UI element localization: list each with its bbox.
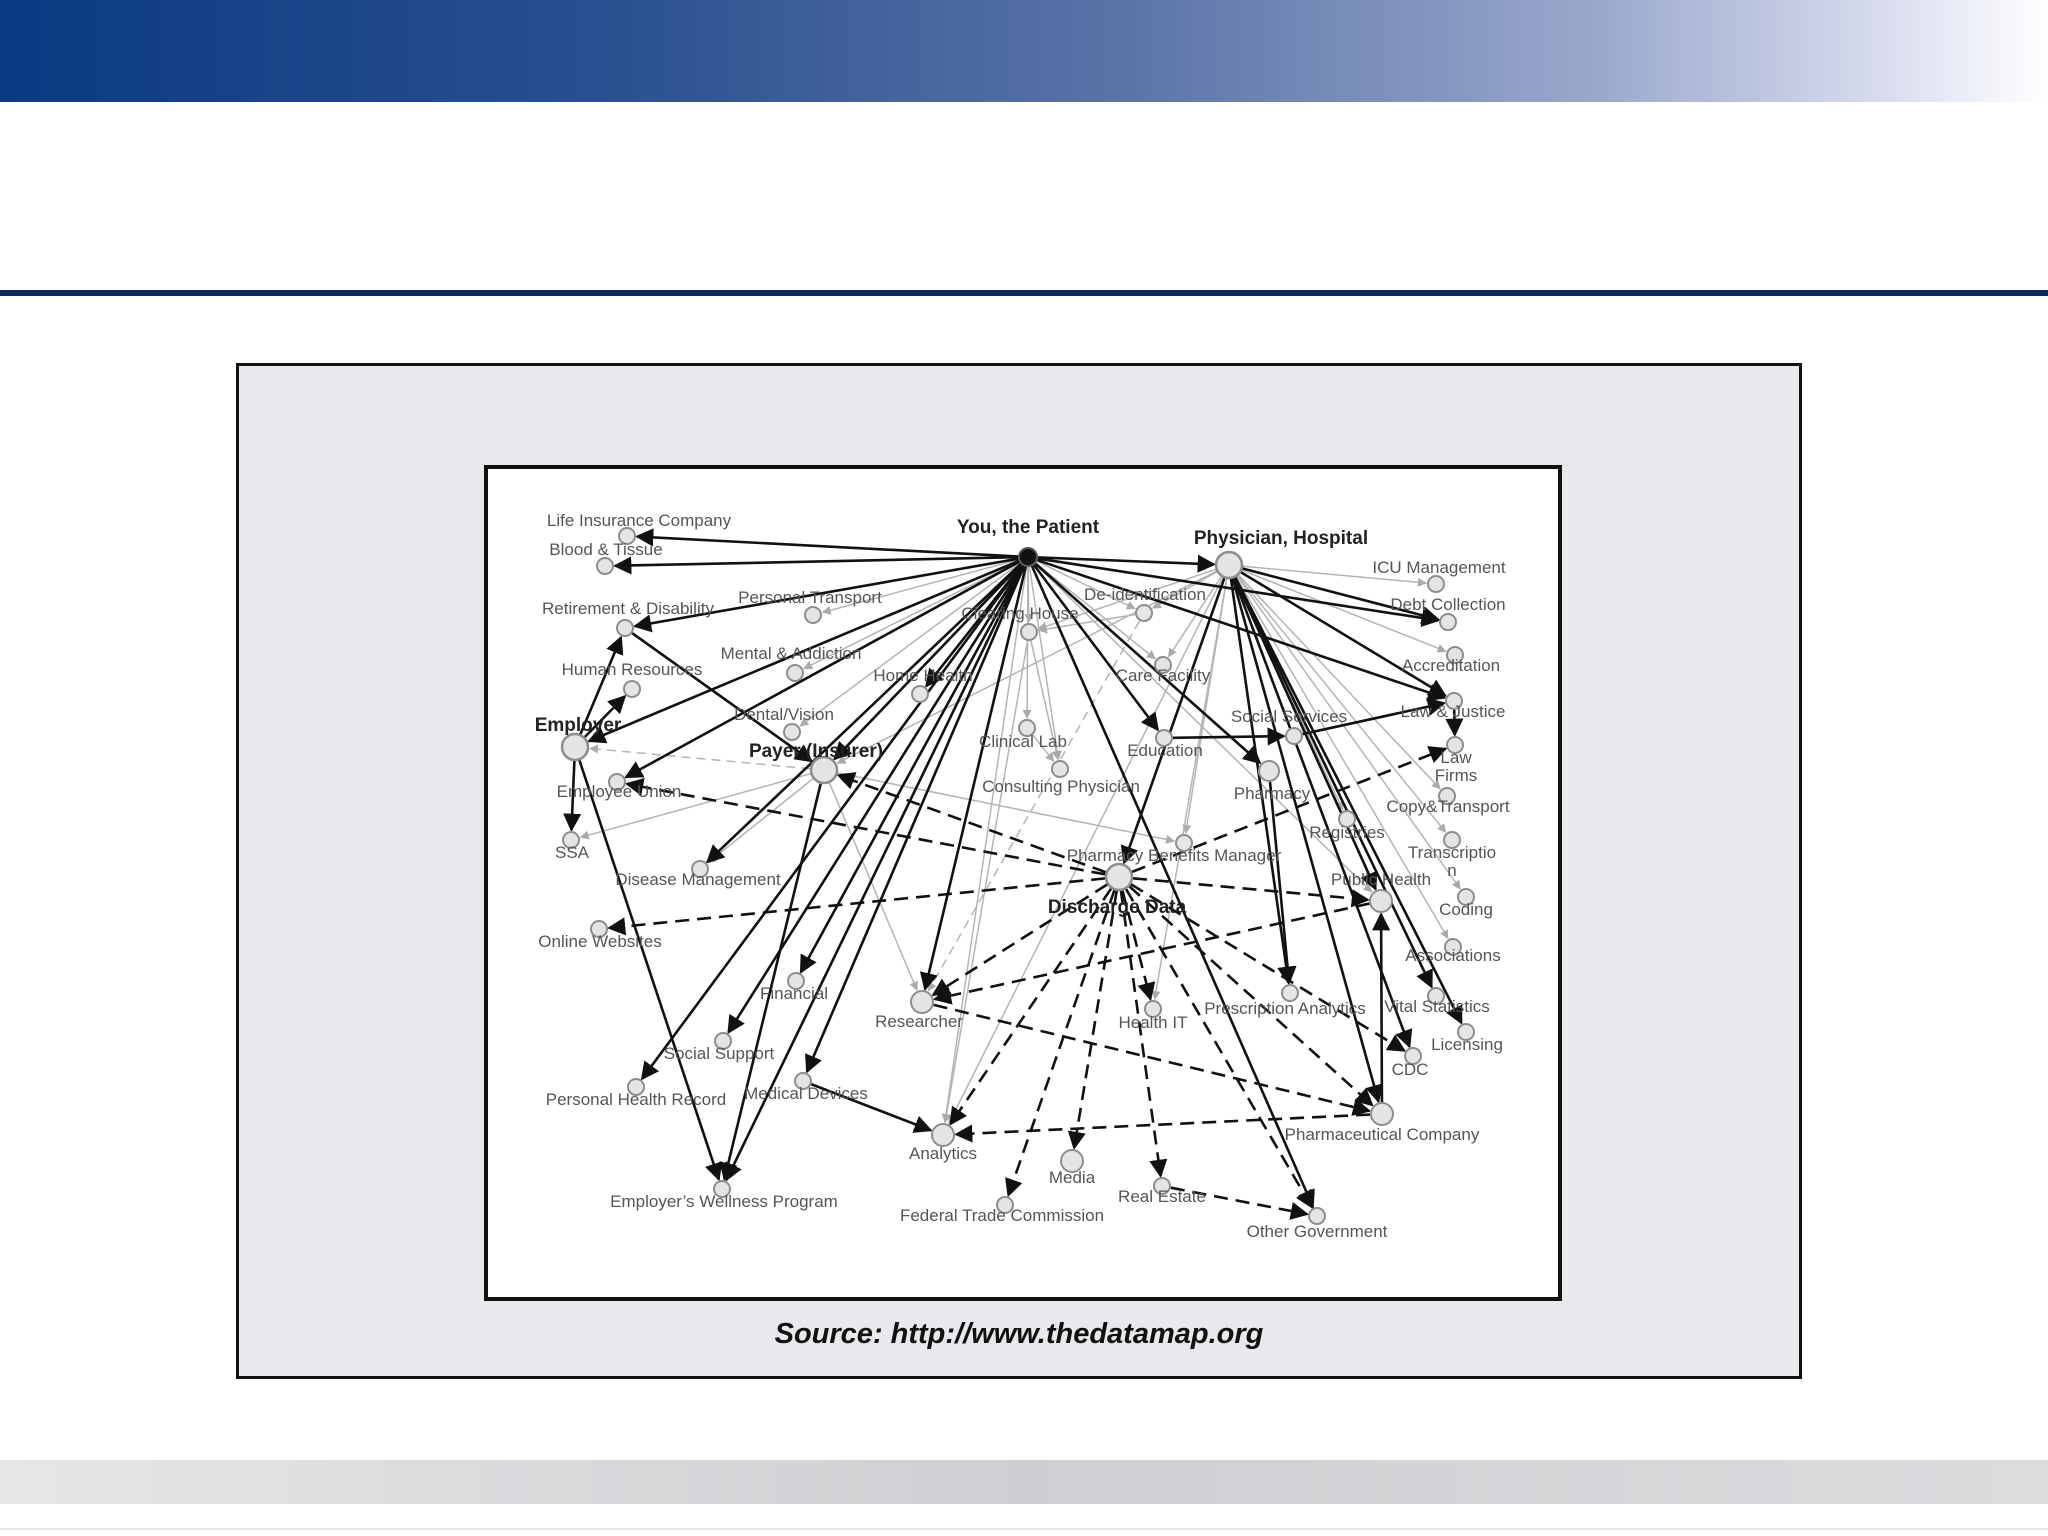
label-accred: Accreditation — [1401, 656, 1501, 675]
node-deid — [1136, 605, 1152, 621]
edge-discharge-to-pharmaco — [1129, 886, 1372, 1105]
label-registries: Registries — [1309, 823, 1385, 842]
label-union: Employee Union — [556, 782, 682, 801]
node-hr — [624, 681, 640, 697]
node-debt — [1440, 614, 1456, 630]
node-consult — [1052, 761, 1068, 777]
edge-discharge-to-realestate — [1121, 891, 1161, 1176]
label-discharge: Discharge Data — [1047, 897, 1187, 918]
edge-patient-to-life_ins — [637, 537, 1018, 557]
edge-payer-to-wellness — [724, 784, 820, 1180]
label-clinlab: Clinical Lab — [979, 732, 1067, 751]
label-othergov: Other Government — [1246, 1222, 1388, 1241]
edge-physician-to-cdc — [1234, 578, 1410, 1047]
node-patient — [1019, 548, 1037, 566]
edge-patient-to-othergov — [1032, 566, 1313, 1207]
node-blood — [597, 558, 613, 574]
data-map-diagram — [484, 465, 1562, 1301]
label-researcher: Researcher — [875, 1012, 963, 1031]
labels-layer — [535, 511, 1510, 1241]
label-vital: Vital Statistics — [1384, 997, 1490, 1016]
label-patient: You, the Patient — [956, 517, 1100, 538]
label-retirement: Retirement & Disability — [542, 599, 714, 618]
label-rxanalytics: Prescription Analytics — [1204, 999, 1366, 1018]
header-gradient-band — [0, 0, 2048, 102]
edge-pharmaco-to-pubhealth — [1381, 914, 1382, 1102]
label-carefac: Care Facility — [1115, 666, 1211, 685]
node-retirement — [617, 620, 633, 636]
edge-physician-to-vital — [1235, 578, 1432, 987]
node-physician — [1216, 552, 1242, 578]
label-clearing: Clearing House — [961, 604, 1079, 623]
source-caption: Source: http://www.thedatamap.org — [774, 1318, 1264, 1350]
edge-patient-to-blood — [615, 557, 1018, 566]
footer-gradient-band — [0, 1460, 2048, 1504]
edge-payer-to-disease — [708, 779, 813, 863]
label-pharmaco: Pharmaceutical Company — [1284, 1125, 1480, 1144]
node-pharmaco — [1371, 1103, 1393, 1125]
label-realestate: Real Estate — [1118, 1187, 1206, 1206]
node-employer — [562, 734, 588, 760]
label-assoc: Associations — [1405, 946, 1501, 965]
label-consult: Consulting Physician — [982, 777, 1140, 796]
label-meddev: Medical Devices — [744, 1084, 868, 1103]
node-analytics — [932, 1124, 954, 1146]
network-graph — [488, 469, 1558, 1297]
node-pharmacy — [1259, 761, 1279, 781]
node-socserv — [1286, 728, 1302, 744]
label-icu: ICU Management — [1372, 558, 1506, 577]
label-phr: Personal Health Record — [545, 1090, 727, 1109]
label-payer: Payer (Insurer) — [748, 741, 884, 762]
node-clearing — [1021, 624, 1037, 640]
label-dental: Dental/Vision — [734, 705, 834, 724]
label-transport: Personal Transport — [738, 588, 882, 607]
label-pharmacy: Pharmacy — [1233, 784, 1311, 803]
edge-discharge-to-media — [1074, 891, 1117, 1148]
edge-physician-to-rxanalytics — [1231, 579, 1289, 983]
edge-patient-to-analytics — [945, 567, 1027, 1122]
label-hr: Human Resources — [561, 660, 703, 679]
label-websites: Online Websites — [538, 932, 662, 951]
label-media: Media — [1048, 1168, 1096, 1187]
label-deid: De-identification — [1084, 585, 1206, 604]
label-wellness: Employer’s Wellness Program — [610, 1192, 838, 1211]
label-lawjustice: Law & Justice — [1400, 702, 1506, 721]
label-licensing: Licensing — [1431, 1035, 1503, 1054]
label-physician: Physician, Hospital — [1193, 528, 1369, 549]
label-debt: Debt Collection — [1390, 595, 1506, 614]
label-employer: Employer — [534, 715, 622, 736]
label-blood: Blood & Tissue — [549, 540, 663, 559]
header-divider-rule — [0, 290, 2048, 296]
node-dental — [784, 724, 800, 740]
node-homehealth — [912, 686, 928, 702]
label-life_ins: Life Insurance Company — [546, 511, 732, 530]
node-discharge — [1106, 864, 1132, 890]
node-pubhealth — [1370, 890, 1392, 912]
label-education: Education — [1127, 741, 1203, 760]
label-socsupport: Social Support — [663, 1044, 775, 1063]
label-coding: Coding — [1439, 900, 1493, 919]
label-copy: Copy&Transport — [1386, 797, 1510, 816]
label-ftc: Federal Trade Commission — [899, 1206, 1105, 1225]
label-analytics: Analytics — [908, 1144, 978, 1163]
label-healthit: Health IT — [1118, 1013, 1188, 1032]
label-pbm: Pharmacy Benefits Manager — [1066, 846, 1282, 865]
label-cdc: CDC — [1391, 1060, 1429, 1079]
edge-employer-to-wellness — [579, 760, 718, 1179]
label-lawfirms: Law Firms — [1434, 748, 1478, 785]
label-financial: Financial — [759, 984, 829, 1003]
label-pubhealth: Public Health — [1330, 870, 1432, 889]
label-homehealth: Home Health — [873, 666, 973, 685]
node-researcher — [911, 991, 933, 1013]
label-ssa: SSA — [554, 843, 590, 862]
label-socserv: Social Services — [1230, 707, 1348, 726]
node-mental — [787, 665, 803, 681]
edge-education-to-socserv — [1173, 736, 1284, 738]
footer-line — [0, 1528, 2048, 1530]
node-transport — [805, 607, 821, 623]
node-icu — [1428, 576, 1444, 592]
label-disease: Disease Management — [615, 870, 781, 889]
label-transcription: Transcriptio n — [1407, 843, 1497, 880]
label-mental: Mental & Addiction — [720, 644, 862, 663]
